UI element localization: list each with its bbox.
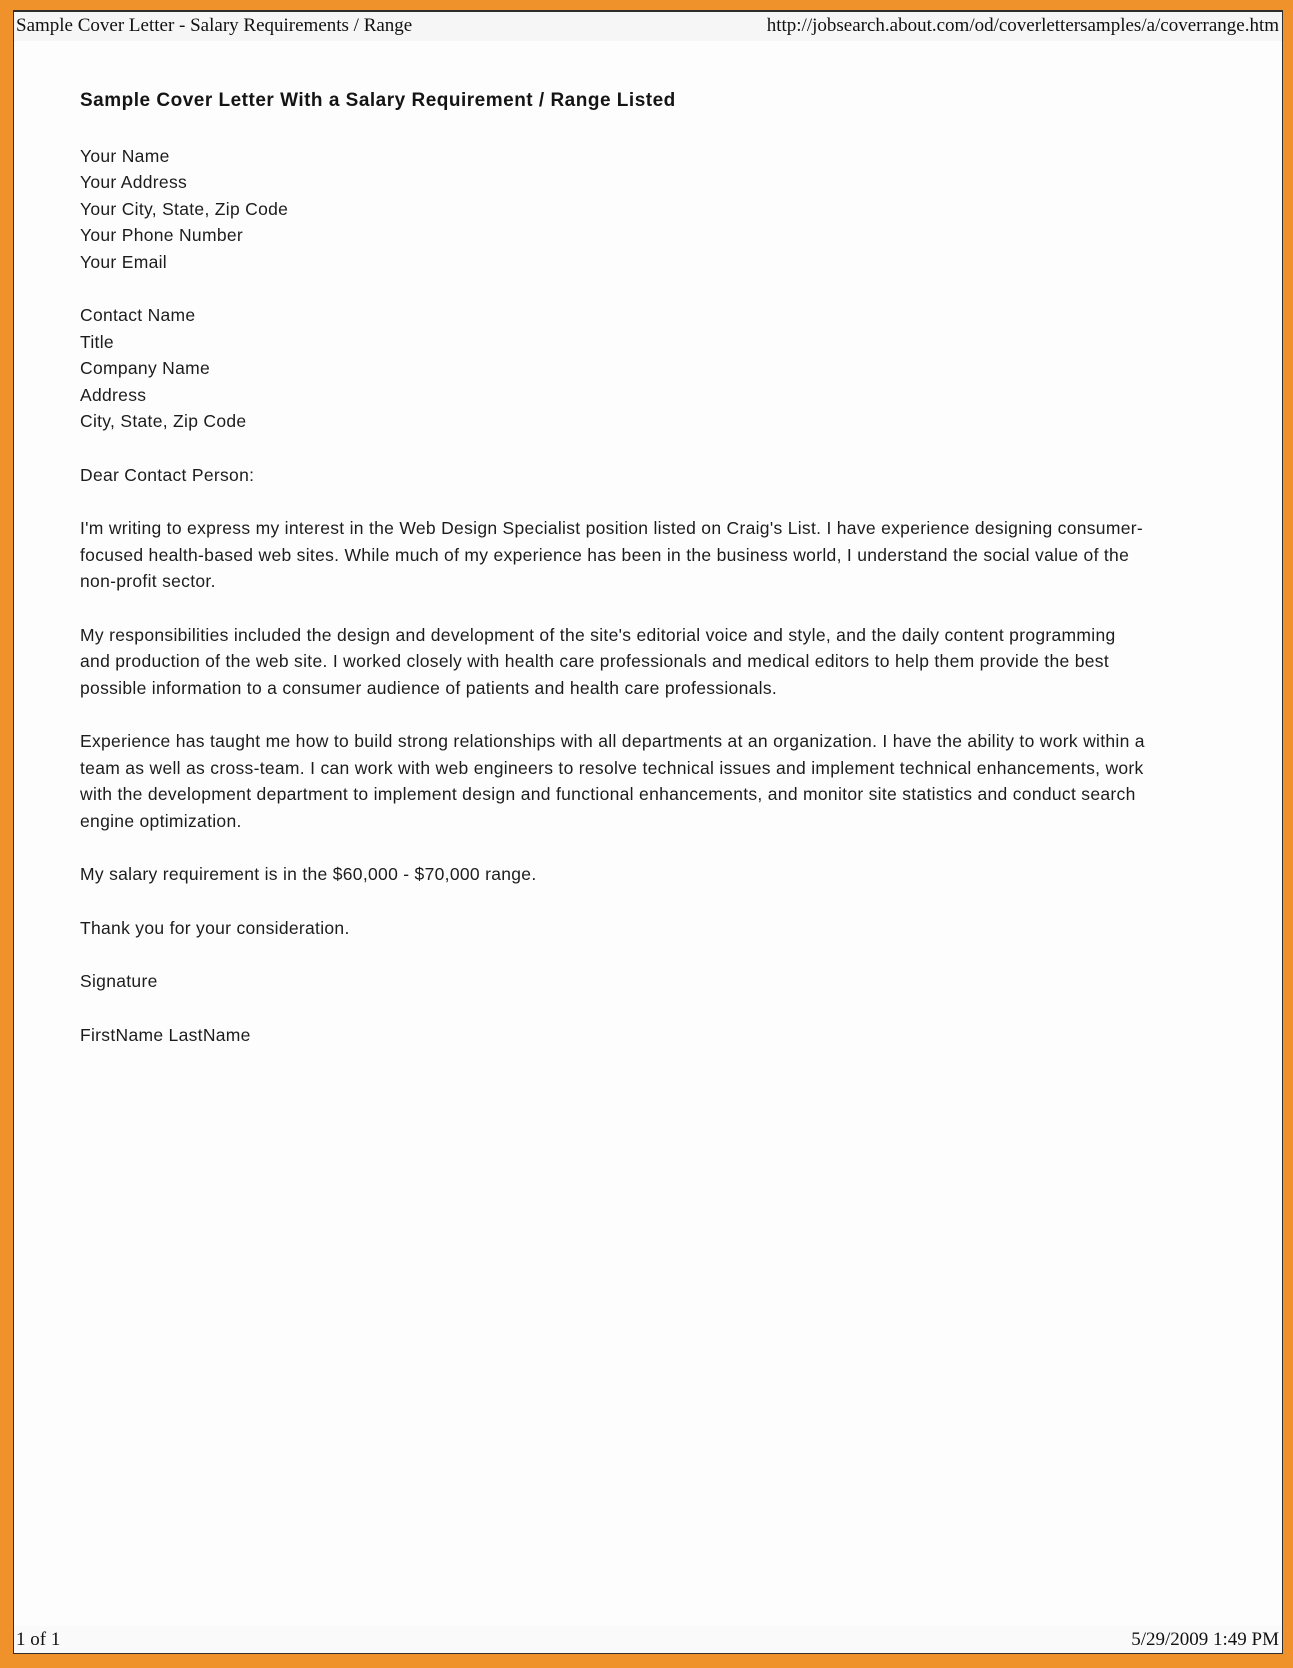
sender-line-address: Your Address xyxy=(80,172,188,192)
salutation: Dear Contact Person: xyxy=(80,464,255,485)
sender-line-city: Your City, State, Zip Code xyxy=(80,198,289,219)
recipient-line-company: Company Name xyxy=(80,358,211,378)
paragraph-responsibilities: My responsibilities included the design and development of the site's editorial voice and style, and the daily content programming and production of the web site. I worked closely with health care professionals and medical editors to help them provide the best possible information to a consumer audience of patients and health care professionals. xyxy=(80,624,1116,698)
signoff-name: FirstName LastName xyxy=(80,1024,251,1045)
sender-line-email: Your Email xyxy=(80,251,167,272)
sender-block xyxy=(80,143,1242,276)
recipient-line-contact: Contact Name xyxy=(80,305,196,325)
salary-requirement-line: My salary requirement is in the $60,000 - $70,000 range. xyxy=(80,864,537,884)
sender-line-name: Your Name xyxy=(80,145,170,166)
printed-page xyxy=(13,10,1283,1654)
print-header-url: http://jobsearch.about.com/od/coverlettersamples/a/coverrange.htm xyxy=(766,15,1279,36)
sender-line-phone: Your Phone Number xyxy=(80,225,244,245)
page-number: 1 of 1 xyxy=(16,1629,61,1650)
recipient-line-title: Title xyxy=(80,331,114,352)
recipient-line-address: Address xyxy=(80,384,147,405)
letter-heading: Sample Cover Letter With a Salary Requirement / Range Listed xyxy=(80,90,676,111)
print-timestamp: 5/29/2009 1:49 PM xyxy=(1131,1629,1279,1650)
paragraph-intro: I'm writing to express my interest in the Web Design Specialist position listed on Craig's List. I have experience designing consumer-focused health-based web sites. While much of my experience has been in the business world, I understand the social value of the non-profit sector. xyxy=(80,518,1144,591)
letter-body xyxy=(14,41,1282,1626)
print-header-title: Sample Cover Letter - Salary Requirements / Range xyxy=(16,15,413,36)
signature-line: Signature xyxy=(80,971,158,991)
print-footer xyxy=(14,1626,1282,1653)
recipient-line-city: City, State, Zip Code xyxy=(80,411,247,431)
print-header xyxy=(14,12,1282,41)
recipient-block xyxy=(80,302,1242,435)
thank-you-line: Thank you for your consideration. xyxy=(80,917,350,938)
paragraph-experience: Experience has taught me how to build strong relationships with all departments at an organization. I have the ability to work within a team as well as cross-team. I can work with web engineers to resolve technical issues and implement technical enhancements, work with the development department to implement design and functional enhancements, and monitor site statistics and conduct search engine optimization. xyxy=(80,731,1145,831)
